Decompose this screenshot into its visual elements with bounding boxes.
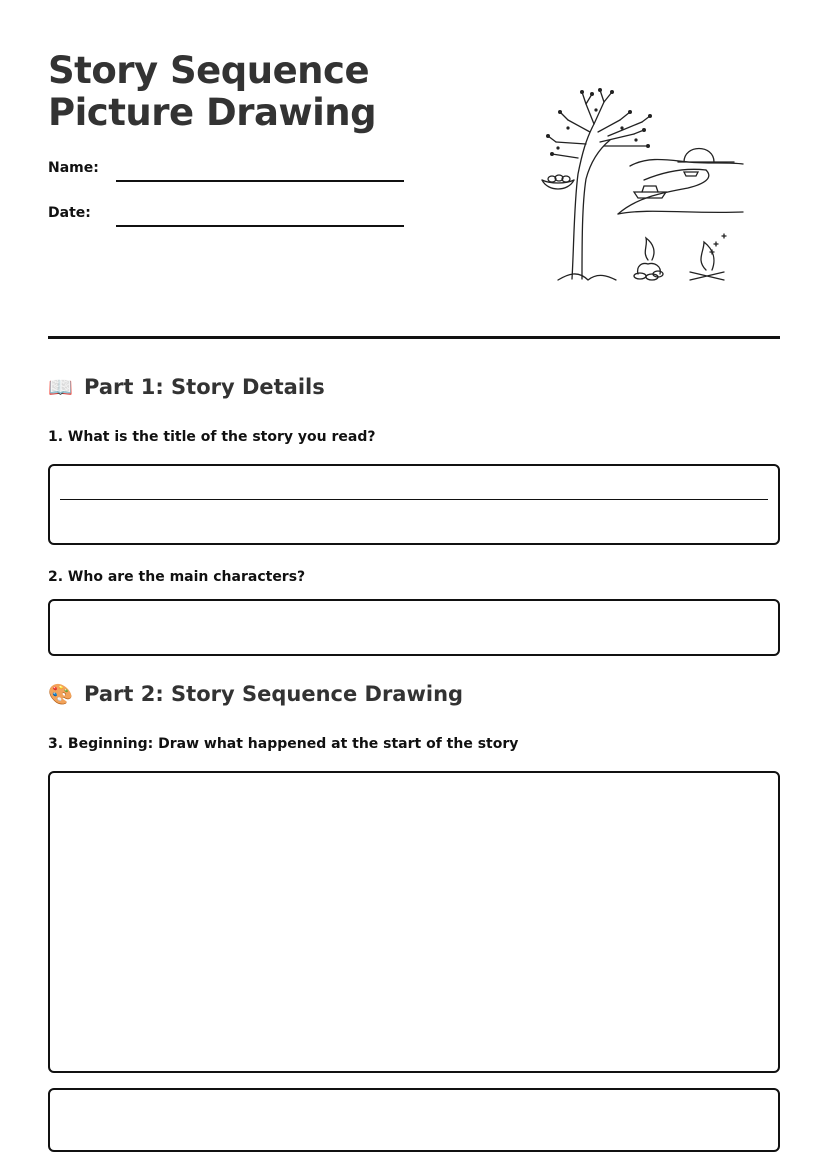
name-label: Name: [48, 160, 99, 176]
part2-title: Part 2: Story Sequence Drawing [84, 682, 464, 706]
book-icon: 📖 [48, 375, 73, 399]
part1-heading [48, 375, 325, 399]
part2-heading [48, 682, 463, 706]
palette-icon: 🎨 [48, 682, 73, 706]
question-1-label: 1. What is the title of the story you read? [48, 429, 376, 445]
story-title-answer-box[interactable] [48, 464, 780, 545]
main-characters-answer-box[interactable] [48, 599, 780, 656]
beginning-drawing-box[interactable] [48, 771, 780, 1073]
question-3-label: 3. Beginning: Draw what happened at the start of the story [48, 736, 519, 752]
header-divider [48, 336, 780, 339]
page-title: Story Sequence Picture Drawing [48, 49, 377, 134]
date-label: Date: [48, 205, 91, 221]
part1-title: Part 1: Story Details [84, 375, 325, 399]
answer-writing-line [60, 499, 768, 500]
next-drawing-box[interactable] [48, 1088, 780, 1152]
name-field[interactable] [116, 180, 404, 182]
date-field[interactable] [116, 225, 404, 227]
question-2-label: 2. Who are the main characters? [48, 569, 306, 585]
story-scene-illustration [538, 84, 748, 289]
